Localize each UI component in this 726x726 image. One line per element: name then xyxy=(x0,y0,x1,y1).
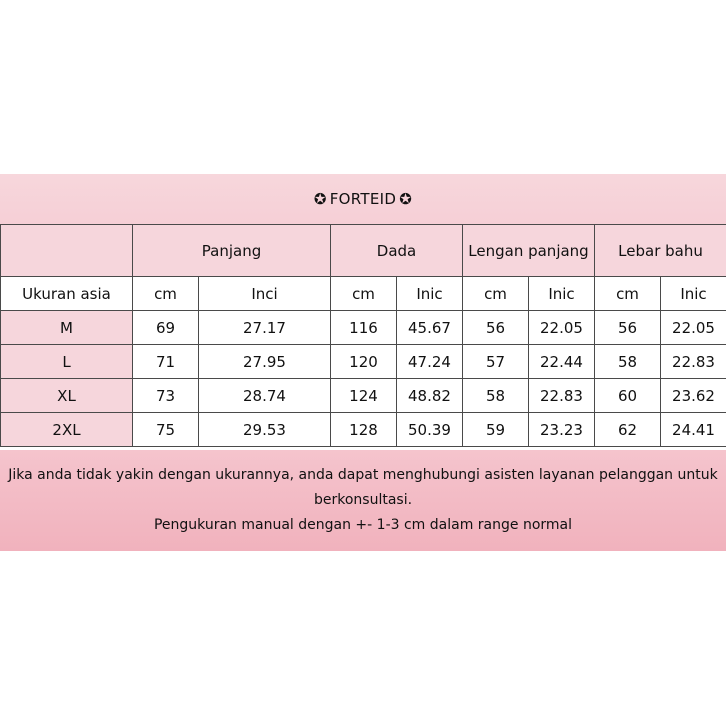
value-cell: 75 xyxy=(133,413,199,447)
value-cell: 22.83 xyxy=(529,379,595,413)
unit-header: Inic xyxy=(397,277,463,311)
value-cell: 57 xyxy=(463,345,529,379)
value-cell: 48.82 xyxy=(397,379,463,413)
unit-header: Inci xyxy=(199,277,331,311)
value-cell: 22.44 xyxy=(529,345,595,379)
star-icon: ✪ xyxy=(399,190,413,208)
unit-header: cm xyxy=(463,277,529,311)
table-row xyxy=(1,379,726,413)
value-cell: 45.67 xyxy=(397,311,463,345)
corner-cell xyxy=(1,225,133,277)
value-cell: 124 xyxy=(331,379,397,413)
value-cell: 58 xyxy=(463,379,529,413)
value-cell: 22.83 xyxy=(661,345,726,379)
value-cell: 24.41 xyxy=(661,413,726,447)
note-line: Pengukuran manual dengan +- 1-3 cm dalam range normal xyxy=(153,517,572,533)
size-chart xyxy=(0,174,726,551)
size-table xyxy=(0,224,726,447)
value-cell: 59 xyxy=(463,413,529,447)
value-cell: 56 xyxy=(463,311,529,345)
size-cell: 2XL xyxy=(1,413,133,447)
value-cell: 60 xyxy=(595,379,661,413)
group-header: Lengan panjang xyxy=(463,225,595,277)
note-box xyxy=(0,450,726,551)
value-cell: 62 xyxy=(595,413,661,447)
group-header: Lebar bahu xyxy=(595,225,726,277)
table-row xyxy=(1,413,726,447)
table-row xyxy=(1,345,726,379)
value-cell: 120 xyxy=(331,345,397,379)
note-line: Jika anda tidak yakin dengan ukurannya, anda dapat menghubungi asisten layanan pelanggan untuk xyxy=(8,467,718,483)
star-icon: ✪ xyxy=(313,190,327,208)
group-header-row xyxy=(1,225,726,277)
value-cell: 128 xyxy=(331,413,397,447)
note-line: berkonsultasi. xyxy=(313,492,413,508)
size-cell: L xyxy=(1,345,133,379)
table-row xyxy=(1,311,726,345)
group-header: Dada xyxy=(331,225,463,277)
value-cell: 69 xyxy=(133,311,199,345)
value-cell: 22.05 xyxy=(661,311,726,345)
value-cell: 71 xyxy=(133,345,199,379)
unit-header: cm xyxy=(331,277,397,311)
value-cell: 58 xyxy=(595,345,661,379)
value-cell: 29.53 xyxy=(199,413,331,447)
unit-header-row xyxy=(1,277,726,311)
unit-header: cm xyxy=(133,277,199,311)
unit-header: Inic xyxy=(661,277,726,311)
group-header: Panjang xyxy=(133,225,331,277)
value-cell: 47.24 xyxy=(397,345,463,379)
size-header: Ukuran asia xyxy=(1,277,133,311)
value-cell: 27.95 xyxy=(199,345,331,379)
size-cell: XL xyxy=(1,379,133,413)
value-cell: 50.39 xyxy=(397,413,463,447)
unit-header: Inic xyxy=(529,277,595,311)
value-cell: 22.05 xyxy=(529,311,595,345)
value-cell: 73 xyxy=(133,379,199,413)
brand-title: FORTEID xyxy=(329,190,397,208)
value-cell: 23.62 xyxy=(661,379,726,413)
value-cell: 116 xyxy=(331,311,397,345)
unit-header: cm xyxy=(595,277,661,311)
value-cell: 28.74 xyxy=(199,379,331,413)
value-cell: 27.17 xyxy=(199,311,331,345)
size-cell: M xyxy=(1,311,133,345)
value-cell: 23.23 xyxy=(529,413,595,447)
title-bar xyxy=(0,174,726,224)
value-cell: 56 xyxy=(595,311,661,345)
